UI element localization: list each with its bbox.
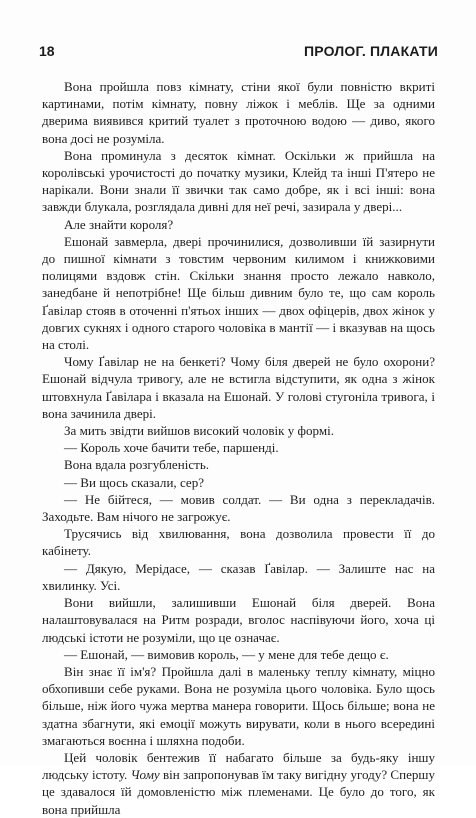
text-run: Цей чоловік бентежив її набагато більше за будь-яку іншу людську істоту. — [42, 749, 435, 783]
paragraph: Вона проминула з десяток кімнат. Оскільки ж прийшла на королівські урочистості до початку музики, Клейд та інші П'ятеро не нарікали. Вони знали її звички так само добре, як і всі інші: вона завжди блукала, розглядала дивні для неї речі, зазирала у двері... — [42, 147, 435, 215]
chapter-title: ПРОЛОГ. ПЛАКАТИ — [303, 43, 438, 59]
paragraph: За мить звідти вийшов високий чоловік у формі. — [64, 423, 334, 439]
dialogue-line: — Ешонай, — вимовив король, — у мене для тебе дещо є. — [64, 646, 389, 662]
dialogue-line: — Не бійтеся, — мовив солдат. — Ви одна з перекладачів. Заходьте. Вам нічого не загрожує. — [42, 491, 435, 525]
paragraph: Чому Ґавілар не на бенкеті? Чому біля дверей не було охорони? Ешонай відчула тривогу, але не встигла відступити, як одна з жінок штовхнула Ґавілара і вказала на Ешонай. У голові стугоніла тривога, і вона зачинила двері. — [42, 354, 435, 421]
text-run: він запропонував їм таку вигідну угоду? Спершу це здавалося їй домовленістю між племенами. Це було до того, як вона прийшла — [42, 767, 436, 817]
paragraph: Вони вийшли, залишивши Ешонай біля дверей. Вона налаштовувалася на Ритм розради, вголос наспівуючи його, хоча ці людські істоти не розуміли, що це означає. — [42, 595, 435, 645]
paragraph: Він знає її ім'я? Пройшла далі в маленьку теплу кімнату, міцно обхопивши себе руками. Вона не розуміла цього чоловіка. Було щось більше, ніж його чужа мертва манера говорити. Щось більше; вона не здатна збагнути, які емоції можуть вирувати, коли в нього всередині змагаються воєнна і шляхна подоби. — [42, 663, 435, 748]
paragraph: Але знайти короля? — [64, 216, 174, 232]
paragraph: Вона вдала розгубленість. — [64, 457, 210, 473]
paragraph: Ешонай завмерла, двері прочинилися, дозволивши їй зазирнути до пишної кімнати з товстим червоним килимом і книжковими полицями вздовж стін. Скільки знання просто лежало навколо, занедбане й непотрібне! Ще більш дивним було те, що сам король Ґавілар стояв в оточенні п'ятьох інших — двох офіцерів, двох жінок у довгих сукнях і одного старого чоловіка в мантії — і вказував на щось на столі. — [42, 233, 435, 353]
paragraph: Трусячись від хвилювання, вона дозволила провести її до кабінету. — [42, 526, 435, 559]
paragraph-last — [42, 749, 435, 818]
emphasized-word: Чому — [130, 767, 160, 783]
dialogue-line: — Дякую, Мерідасе, — сказав Ґавілар. — Залиште нас на хвилинку. Усі. — [42, 560, 435, 593]
paragraph: Вона пройшла повз кімнату, стіни якої були повністю вкриті картинами, потім кімнату, повну ліжок і меблів. Ще за одними дверима виявився критий туалет з проточною водою — диво, якого вона досі не розуміла. — [42, 79, 435, 146]
dialogue-line: — Король хоче бачити тебе, паршенді. — [64, 440, 279, 456]
dialogue-line: — Ви щось сказали, сер? — [64, 474, 205, 490]
running-head — [39, 43, 438, 63]
body-text — [42, 78, 435, 818]
page-number: 18 — [39, 43, 55, 59]
